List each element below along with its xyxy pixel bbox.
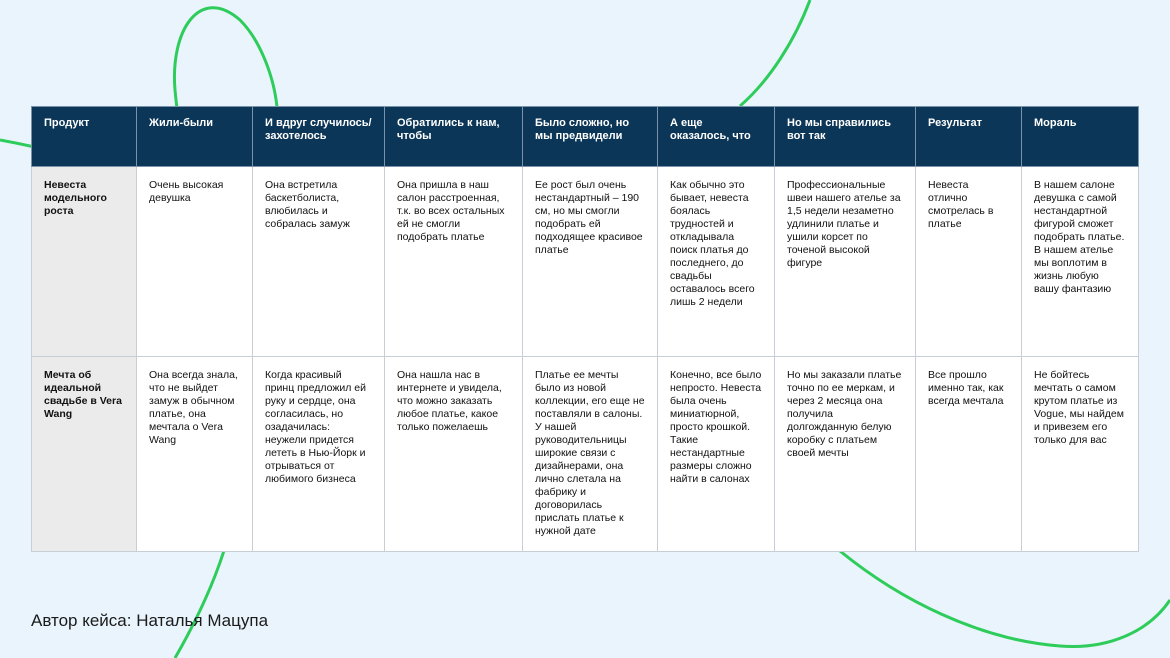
- header-we-managed: Но мы справились вот так: [775, 107, 916, 167]
- header-difficult: Было сложно, но мы предвидели: [523, 107, 658, 167]
- header-product: Продукт: [32, 107, 137, 167]
- table-cell: Но мы заказали платье точно по ее меркам, и через 2 месяца она получила долгожданную белую коробку с платьем своей мечты: [775, 357, 916, 552]
- header-also-turned-out: А еще оказалось, что: [658, 107, 775, 167]
- table-row: [32, 167, 1139, 357]
- table-cell: Профессиональные швеи нашего ателье за 1,5 недели незаметно удлинили платье и ушили корсет по точеной высокой фигуре: [775, 167, 916, 357]
- table-row: [32, 357, 1139, 552]
- header-once-upon: Жили-были: [137, 107, 253, 167]
- header-result: Результат: [916, 107, 1022, 167]
- table-cell-product: Невеста модельного роста: [32, 167, 137, 357]
- header-suddenly: И вдруг случилось/ захотелось: [253, 107, 385, 167]
- table-cell: Платье ее мечты было из новой коллекции, его еще не поставляли в салоны. У нашей руководительницы широкие связи с дизайнерами, она лично слетала на фабрику и договорилась прислать платье к нужной дате: [523, 357, 658, 552]
- table-cell: Конечно, все было непросто. Невеста была очень миниатюрной, просто крошкой. Такие нестандартные размеры сложно найти в салонах: [658, 357, 775, 552]
- header-contacted-us: Обратились к нам, чтобы: [385, 107, 523, 167]
- table-cell: Когда красивый принц предложил ей руку и сердце, она согласилась, но озадачилась: неужели придется лететь в Нью-Йорк и отрываться от любимого бизнеса: [253, 357, 385, 552]
- table-cell: Как обычно это бывает, невеста боялась трудностей и откладывала поиск платья до последнего, до свадьбы оставалось всего лишь 2 недели: [658, 167, 775, 357]
- case-table-container: [31, 106, 1138, 551]
- table-cell-product: Мечта об идеальной свадьбе в Vera Wang: [32, 357, 137, 552]
- table-cell: Она всегда знала, что не выйдет замуж в обычном платье, она мечтала о Vera Wang: [137, 357, 253, 552]
- table-cell: Все прошло именно так, как всегда мечтала: [916, 357, 1022, 552]
- table-cell: Очень высокая девушка: [137, 167, 253, 357]
- decorative-top-curve: [740, 0, 810, 106]
- table-cell: Ее рост был очень нестандартный – 190 см, но мы смогли подобрать ей подходящее красивое платье: [523, 167, 658, 357]
- table-cell: Она встретила баскетболиста, влюбилась и собралась замуж: [253, 167, 385, 357]
- table-cell: Невеста отлично смотрелась в платье: [916, 167, 1022, 357]
- case-author: Автор кейса: Наталья Мацупа: [31, 611, 269, 630]
- table-cell: В нашем салоне девушка с самой нестандартной фигурой сможет подобрать платье. В нашем ателье мы воплотим в жизнь любую вашу фантазию: [1022, 167, 1139, 357]
- case-table: [31, 106, 1139, 552]
- table-cell: Не бойтесь мечтать о самом крутом платье из Vogue, мы найдем и привезем его только для вас: [1022, 357, 1139, 552]
- decorative-bottom-curve: [840, 551, 1170, 647]
- table-header-row: [32, 107, 1139, 167]
- header-moral: Мораль: [1022, 107, 1139, 167]
- table-cell: Она нашла нас в интернете и увидела, что можно заказать любое платье, какое только пожелаешь: [385, 357, 523, 552]
- table-cell: Она пришла в наш салон расстроенная, т.к. во всех остальных ей не смогли подобрать платье: [385, 167, 523, 357]
